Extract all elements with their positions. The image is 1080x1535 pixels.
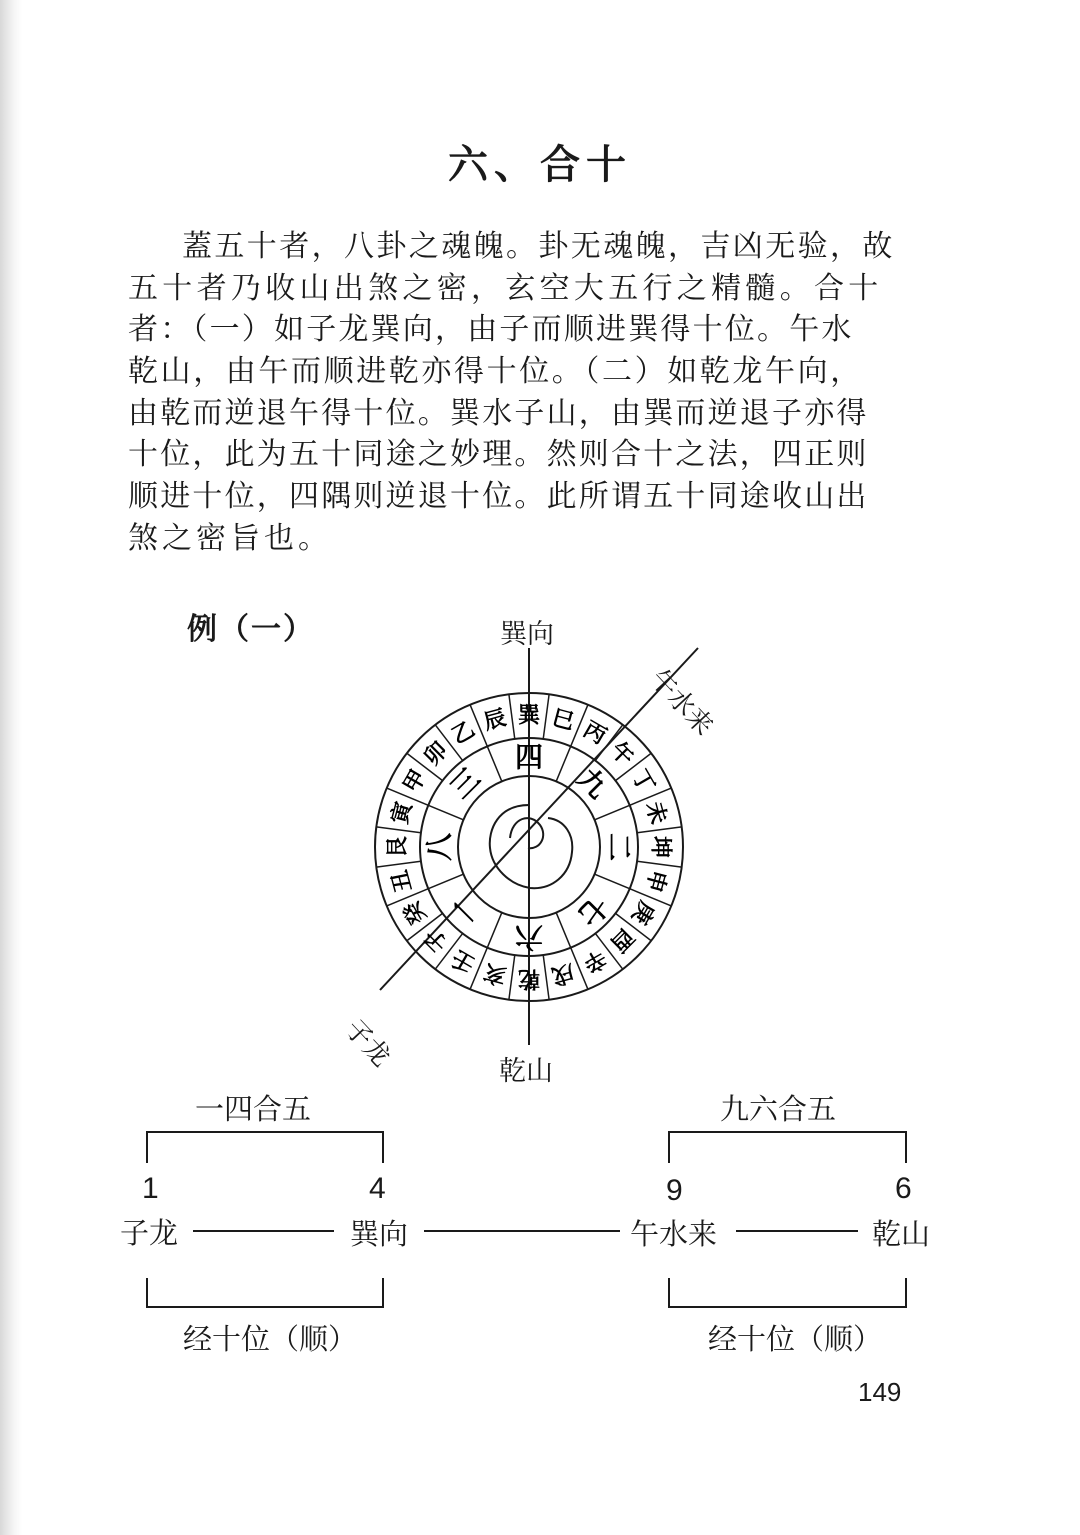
- paragraph-line: 者：（一）如子龙巽向，由子而顺进巽得十位。午水: [128, 312, 854, 348]
- left-name-zilong: 子龙: [120, 1216, 179, 1250]
- mountain-label: 甲: [399, 765, 432, 798]
- left-number-4: 4: [369, 1172, 386, 1205]
- numeral-label: 七: [571, 889, 615, 933]
- middle-connector-line: [424, 1230, 620, 1232]
- paragraph-line: 顺进十位，四隅则逆退十位。此所谓五十同途收山出: [128, 479, 869, 515]
- right-number-6: 6: [895, 1172, 912, 1205]
- numeral-label: 九: [571, 761, 615, 805]
- left-top-bracket: [146, 1131, 384, 1163]
- paragraph-line: 煞之密旨也。: [128, 520, 332, 556]
- right-bottom-caption: 经十位（顺）: [708, 1322, 883, 1356]
- right-bottom-bracket: [668, 1278, 907, 1308]
- mountain-label: 坤: [647, 835, 673, 859]
- compass-top-label: 巽向: [500, 619, 554, 650]
- numeral-label: 四: [514, 740, 544, 774]
- paragraph-line: 五十者乃收山出煞之密，玄空大五行之精髓。合十: [128, 270, 883, 306]
- left-number-1: 1: [142, 1172, 159, 1205]
- example-label: 例（一）: [187, 612, 315, 647]
- numeral-label: 六: [514, 920, 544, 954]
- right-top-bracket: [668, 1131, 907, 1163]
- mountain-label: 丙: [578, 717, 611, 750]
- mountain-label: 戌: [549, 958, 577, 989]
- mountain-label: 丑: [387, 867, 418, 895]
- right-name-wushuilai: 午水来: [630, 1217, 718, 1251]
- mountain-label: 寅: [387, 799, 418, 827]
- mountain-label: 辛: [578, 944, 611, 977]
- mountain-label: 亥: [481, 958, 509, 989]
- compass-bottom-label: 乾山: [499, 1056, 553, 1087]
- page-number: 149: [858, 1377, 902, 1407]
- right-connector-line: [736, 1230, 858, 1232]
- paragraph-line: 蓋五十者，八卦之魂魄。卦无魂魄，吉凶无验，故: [182, 229, 895, 264]
- mountain-label: 子: [419, 923, 453, 957]
- mountain-label: 庚: [626, 896, 659, 929]
- mountain-label: 巽: [517, 703, 541, 729]
- mountain-label: 辰: [481, 705, 509, 736]
- mountain-label: 乙: [447, 717, 480, 750]
- numeral-label: 八: [422, 832, 456, 862]
- paragraph-line: 由乾而逆退午得十位。巽水子山，由巽而逆退子亦得: [128, 395, 869, 431]
- left-connector-line: [193, 1230, 334, 1232]
- page-title: 六、合十: [448, 142, 632, 188]
- left-bottom-bracket: [146, 1278, 384, 1308]
- mountain-label: 癸: [399, 896, 432, 929]
- mountain-label: 酉: [605, 923, 639, 957]
- mountain-label: 乾: [517, 965, 541, 991]
- mountain-label: 午: [605, 737, 639, 771]
- taiji-icon: [490, 805, 573, 888]
- paragraph-line: 乾山，由午而顺进乾亦得十位。（二）如乾龙午向，: [128, 354, 863, 390]
- mountain-label: 未: [640, 799, 671, 827]
- mountain-label: 艮: [385, 835, 411, 859]
- numeral-label: 一: [443, 889, 487, 933]
- left-name-xunxiang: 巽向: [350, 1217, 409, 1251]
- numeral-label: 三: [443, 761, 487, 805]
- mountain-label: 卯: [419, 737, 453, 771]
- paragraph-line: 十位，此为五十同途之妙理。然则合十之法，四正则: [128, 437, 869, 473]
- right-number-9: 9: [666, 1174, 683, 1207]
- mountain-label: 申: [640, 867, 671, 895]
- right-name-qianshan: 乾山: [872, 1217, 931, 1251]
- compass-diagonal-bottom-label: 子龙: [338, 1014, 397, 1073]
- mountain-label: 丁: [626, 765, 659, 798]
- mountain-label: 壬: [447, 944, 480, 977]
- compass-diagonal-top-label: 午水来: [643, 664, 719, 742]
- mountain-label: 巳: [549, 705, 577, 736]
- numeral-label: 二: [602, 832, 636, 862]
- left-bottom-caption: 经十位（顺）: [183, 1322, 358, 1356]
- right-top-caption: 九六合五: [720, 1092, 837, 1126]
- left-top-caption: 一四合五: [195, 1092, 312, 1126]
